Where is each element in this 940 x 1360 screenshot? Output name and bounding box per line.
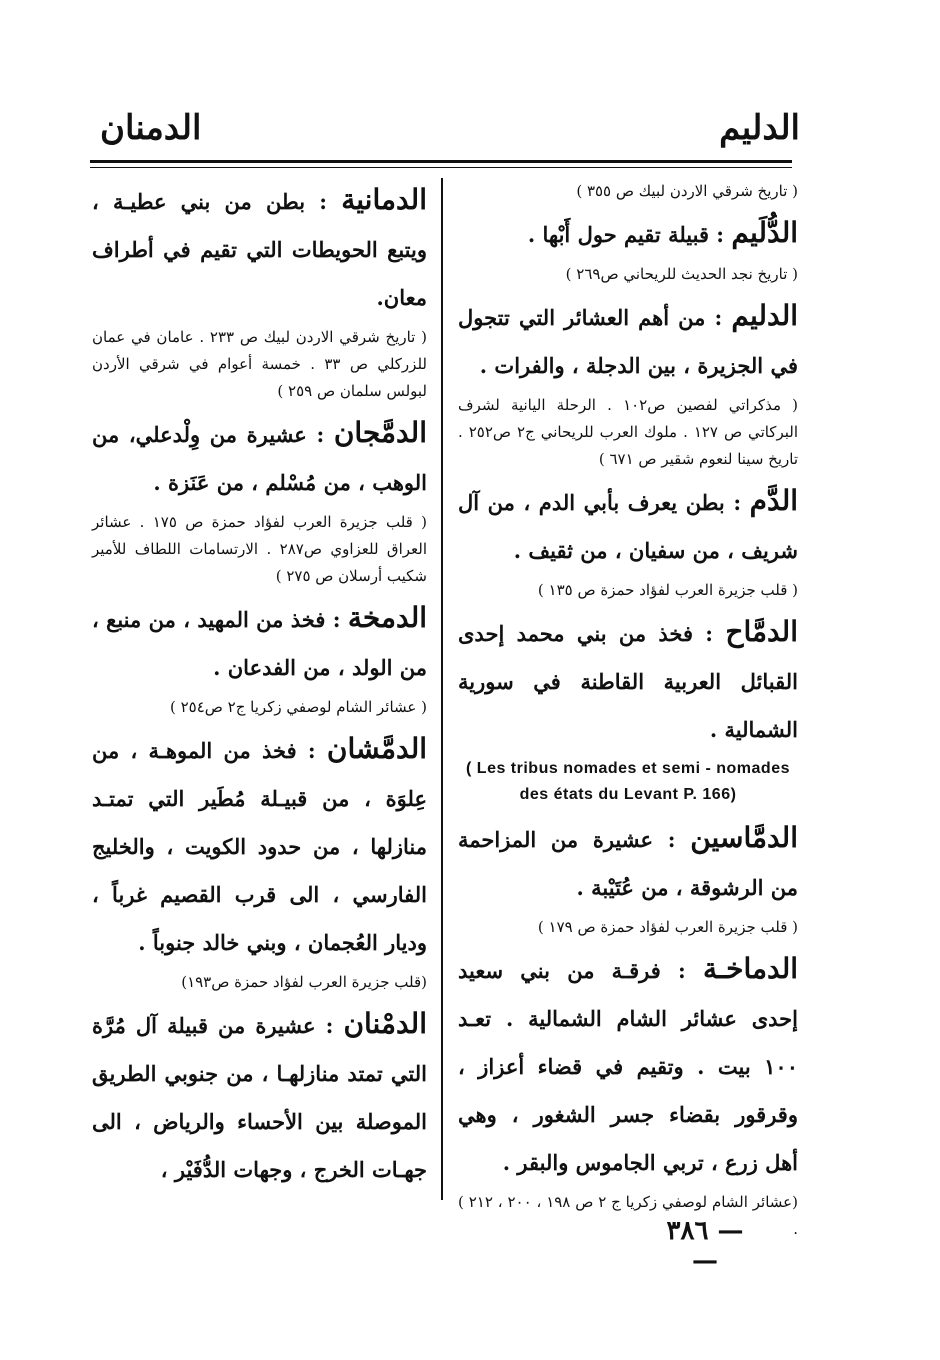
entry-definition: : من أهم العشائر التي تتجول في الجزيرة ، بين الدجلة ، والفرات . [458,305,798,378]
dictionary-entry [92,176,427,322]
entry-definition: : فرقـة من بني سعيد إحدى عشائر الشام الشمالية . تعـد ١٠٠ بيت . وتقيم في قضاء أعزاز ، وقرقور بقضاء جسر الشغور ، وهي أهل زرع ، تربي الجاموس والبقر . [458,958,798,1175]
entry-headword: الدمانية [341,183,427,216]
entry-headword: الدمَّاح [725,615,798,648]
source-reference: ( مذكراتي لفصين ص١٠٢ . الرحلة اليانية لشرف البركاتي ص ١٢٧ . ملوك العرب للريحاني ج٢ ص٢٥٢ . تاريخ سينا لنعوم شقير ص ٦٧١ ) [458,396,798,468]
dictionary-entry [458,292,798,390]
dictionary-entry [458,945,798,1187]
entry-headword: الدُّلَيم [731,216,798,249]
dictionary-entry [458,477,798,575]
source-reference: ( قلب جزيرة العرب لفؤاد حمزة ص ١٣٥ ) [537,581,798,599]
entry-definition: : بطن من بني عطيـة ، ويتبع الحويطات التي تقيم في أطراف معان. [92,189,427,310]
column-divider [441,178,443,1200]
entry-headword: الدمَّجان [333,416,427,449]
entry-headword: الدمخة [347,601,427,634]
source-reference: ( تاريخ شرقي الاردن لبيك ص ٢٣٣ . عامان في عمان للزركلي ص ٣٣ . خمسة أعوام في شرقي الأردن لبولس سلمان ص ٢٥٩ ) [92,328,427,400]
header-rule-thin [90,167,792,168]
entry-definition: : فخذ من الموهـة ، من عِلوَة ، من قبيـلة مُطَير التي تمتـد منازلها ، من حدود الكويت ، والخليج الفارسي ، الى قرب القصيم غرباً ، وديار العُجمان ، وبني خالد جنوباً . [92,738,427,955]
entry-definition: : بطن يعرف بأبي الدم ، من آل شريف ، من سفيان ، من ثقيف . [458,490,798,563]
entry-definition: : عشيرة من قبيلة آل مُرَّة التي تمتد منازلهـا ، من جنوبي الطريق الموصلة بين الأحساء والرياض ، الى جهـات الخرج ، وجهات الدُّفَيْر ، [92,1013,427,1182]
dictionary-entry [92,725,427,967]
page-number: — ٣٨٦ — [666,1216,744,1276]
right-column [458,176,798,1247]
entry-headword: الدمَّشان [326,732,427,765]
header-right-title: الدليم [719,108,800,148]
entry-definition: : فخذ من المهيد ، من منبع ، من الولد ، من الفدعان . [92,607,427,680]
source-reference: ( عشائر الشام لوصفي زكريا ج٢ ص٢٥٤ ) [169,698,427,716]
entry-definition: : قبيلة تقيم حول أَبْها . [527,222,732,247]
dictionary-entry [92,409,427,507]
dictionary-entry [458,209,798,259]
french-reference: ( Les tribus nomades et semi - nomades des états du Levant P. 166) [466,760,790,803]
dictionary-entry [458,608,798,754]
entry-definition: : عشيرة من المزاحمة من الرشوقة ، من عُتَيْبة . [458,827,798,900]
entry-headword: الدَّم [749,484,798,517]
dictionary-entry [92,594,427,692]
source-reference: ( قلب جزيرة العرب لفؤاد حمزة ص ١٧٩ ) [537,918,798,936]
header-rule-thick [90,160,792,163]
source-reference: ( تاريخ شرقي الاردن لبيك ص ٣٥٥ ) [576,182,798,200]
left-column [92,176,427,1194]
entry-definition: : عشيرة من وِلْدعلي، من الوهب ، من مُسْلم ، من عَنَزة . [92,422,427,495]
source-reference: ( تاريخ نجد الحديث للريحاني ص٢٦٩ ) [565,265,798,283]
source-reference: (قلب جزيرة العرب لفؤاد حمزة ص١٩٣) [181,973,427,991]
header-left-title: الدمنان [100,108,202,148]
dictionary-entry [458,814,798,912]
entry-headword: الدماخـة [702,952,798,985]
dictionary-entry [92,1000,427,1194]
entry-headword: الدليم [731,299,798,332]
entry-headword: الدمَّاسين [690,821,798,854]
source-reference: ( قلب جزيرة العرب لفؤاد حمزة ص ١٧٥ . عشائر العراق للعزاوي ص٢٨٧ . الارتسامات اللطاف للأمير شكيب أرسلان ص ٢٧٥ ) [92,513,427,585]
entry-headword: الدمْنان [343,1007,427,1040]
source-reference: (عشائر الشام لوصفي زكريا ج ٢ ص ١٩٨ ، ٢٠٠ ، ٢١٢ ) . [458,1193,798,1238]
entry-definition: : فخذ من بني محمد إحدى القبائل العربية القاطنة في سورية الشمالية . [458,621,798,742]
